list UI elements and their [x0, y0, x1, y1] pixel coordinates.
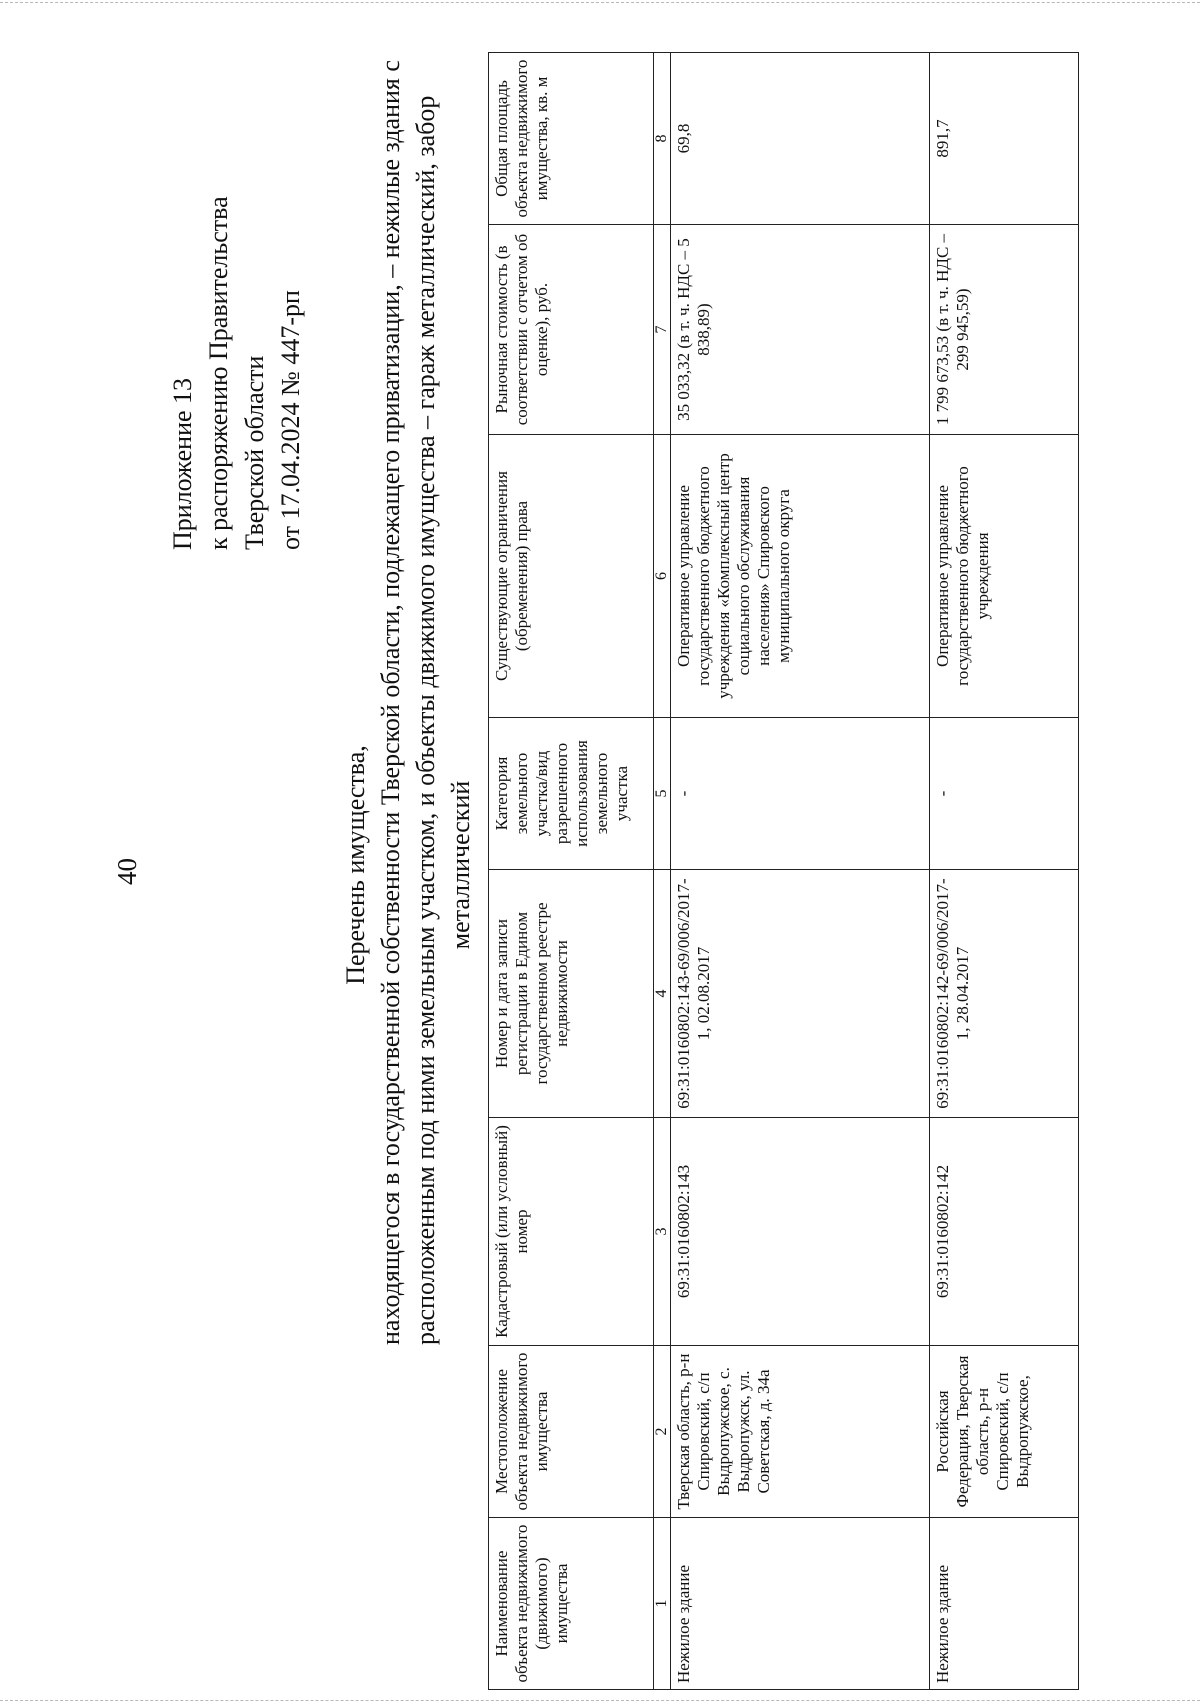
land-category-cell: - — [671, 718, 930, 870]
header-cell: Наименование объекта недвижимого (движимого) имущества — [489, 1518, 654, 1690]
object-name-cell: Нежилое здание — [930, 1518, 1079, 1690]
column-number: 4 — [654, 870, 671, 1118]
header-cell: Номер и дата записи регистрации в Едином государственном реестре недвижимости — [489, 870, 654, 1118]
appendix-block — [165, 196, 309, 550]
column-number: 2 — [654, 1346, 671, 1518]
registration-cell: 69:31:0160802:142-69/006/2017-1, 28.04.2017 — [930, 870, 1079, 1118]
page-number: 40 — [112, 858, 142, 885]
column-number: 3 — [654, 1118, 671, 1346]
title-line-3: расположенным под ними земельным участком, и объекты движимого имущества – гараж металлический, забор — [411, 95, 440, 1345]
column-number: 8 — [654, 53, 671, 225]
column-number: 1 — [654, 1518, 671, 1690]
title-line-4: металлический — [446, 780, 475, 950]
table-row — [930, 53, 1079, 1690]
location-cell: Российская Федерация, Тверская область, р-н Спировский, с/п Выдропужское, — [930, 1346, 1079, 1518]
area-cell: 69,8 — [671, 53, 930, 225]
appendix-line-1: Приложение 13 — [168, 377, 197, 550]
header-cell: Местоположение объекта недвижимого имущества — [489, 1346, 654, 1518]
appendix-line-2: к распоряжению Правительства — [204, 196, 233, 550]
market-value-cell: 1 799 673,53 (в т. ч. НДС – 299 945,59) — [930, 225, 1079, 435]
appendix-line-3: Тверской области — [240, 355, 269, 550]
title-line-1: Перечень имущества, — [341, 745, 370, 985]
header-cell: Общая площадь объекта недвижимого имущества, кв. м — [489, 53, 654, 225]
location-cell: Тверская область, р-н Спировский, с/п Выдропужское, с. Выдропужск, ул. Советская, д. 34а — [671, 1346, 930, 1518]
area-cell: 891,7 — [930, 53, 1079, 225]
header-cell: Кадастровый (или условный) номер — [489, 1118, 654, 1346]
title-line-2: находящегося в государственной собственности Тверской области, подлежащего приватизации, – нежилые здания с — [376, 60, 405, 1345]
column-number-row — [654, 53, 671, 1690]
header-cell: Существующие ограничения (обременения) права — [489, 435, 654, 718]
cadastral-number-cell: 69:31:0160802:142 — [930, 1118, 1079, 1346]
header-cell: Рыночная стоимость (в соответствии с отчетом об оценке), руб. — [489, 225, 654, 435]
column-number: 6 — [654, 435, 671, 718]
property-table — [488, 52, 1079, 1690]
cadastral-number-cell: 69:31:0160802:143 — [671, 1118, 930, 1346]
column-number: 7 — [654, 225, 671, 435]
column-number: 5 — [654, 718, 671, 870]
table-row — [671, 53, 930, 1690]
object-name-cell: Нежилое здание — [671, 1518, 930, 1690]
table-header-row — [489, 53, 654, 1690]
header-cell: Категория земельного участка/вид разрешенного использования земельного участка — [489, 718, 654, 870]
document-title — [338, 60, 478, 1345]
encumbrance-cell: Оперативное управление государственного бюджетного учреждения «Комплексный центр социального обслуживания населения» Спировского муниципального округа — [671, 435, 930, 718]
market-value-cell: 35 033,32 (в т. ч. НДС – 5 838,89) — [671, 225, 930, 435]
registration-cell: 69:31:0160802:143-69/006/2017-1, 02.08.2017 — [671, 870, 930, 1118]
encumbrance-cell: Оперативное управление государственного бюджетного учреждения — [930, 435, 1079, 718]
land-category-cell: - — [930, 718, 1079, 870]
appendix-line-4: от 17.04.2024 № 447-рп — [276, 290, 305, 550]
